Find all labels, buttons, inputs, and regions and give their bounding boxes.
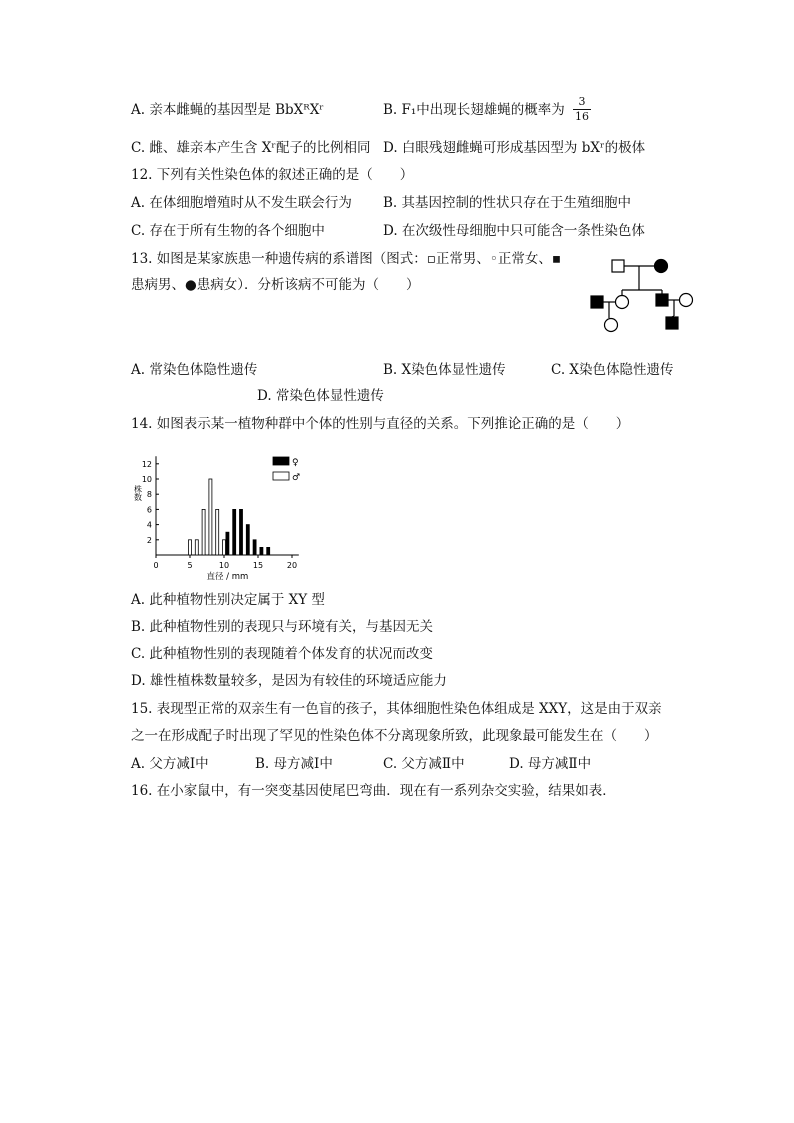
fraction bbox=[573, 96, 591, 123]
q12-option-c: C. 存在于所有生物的各个细胞中 bbox=[131, 223, 325, 239]
q11-option-b: B. F₁中出现长翅雄蝇的概率为 bbox=[383, 102, 565, 118]
fraction-numerator: 3 bbox=[578, 95, 586, 108]
q15-option-d: D. 母方减Ⅱ中 bbox=[509, 756, 592, 772]
y-tick-label: 10 bbox=[141, 475, 152, 484]
bar-male bbox=[202, 509, 205, 555]
q13-option-b: B. X染色体显性遗传 bbox=[383, 362, 506, 378]
q15-option-a: A. 父方减Ⅰ中 bbox=[131, 756, 209, 772]
legend-label: ♂ bbox=[292, 473, 301, 483]
q14-option-b: B. 此种植物性别的表现只与环境有关，与基因无关 bbox=[131, 619, 434, 635]
pedigree-diagram bbox=[585, 252, 700, 336]
x-tick-label: 10 bbox=[218, 561, 230, 570]
gen2-affected-male bbox=[591, 296, 603, 308]
bar-female bbox=[246, 525, 249, 555]
q11-option-a: A. 亲本雌蝇的基因型是 BbXᴿXʳ bbox=[131, 102, 324, 118]
x-tick-label: 20 bbox=[286, 561, 298, 570]
y-tick-label: 4 bbox=[146, 520, 152, 530]
q15-stem-line2: 之一在形成配子时出现了罕见的性染色体不分离现象所致，此现象最可能发生在（ ） bbox=[131, 728, 658, 744]
q15-option-c: C. 父方减Ⅱ中 bbox=[383, 756, 465, 772]
y-axis-label: 株数 bbox=[133, 485, 143, 501]
q14-stem: 14. 如图表示某一植物种群中个体的性别与直径的关系。下列推论正确的是（ ） bbox=[131, 416, 630, 432]
bar-male bbox=[216, 509, 219, 555]
legend-label: ♀ bbox=[292, 458, 299, 468]
x-tick-label: 0 bbox=[153, 561, 159, 570]
q16-stem: 16. 在小家鼠中，有一突变基因使尾巴弯曲．现在有一系列杂交实验，结果如表． bbox=[131, 783, 616, 799]
legend-swatch bbox=[273, 472, 289, 480]
bar-male bbox=[195, 540, 198, 555]
bar-female bbox=[233, 509, 236, 555]
bar-female bbox=[240, 509, 243, 555]
legend-swatch bbox=[273, 457, 289, 465]
bar-male bbox=[223, 540, 226, 555]
q13-option-d: D. 常染色体显性遗传 bbox=[257, 388, 384, 404]
gen2-affected-male-2 bbox=[656, 294, 668, 306]
y-tick-label: 2 bbox=[146, 535, 152, 545]
gen1-affected-female bbox=[655, 260, 668, 273]
bar-female bbox=[226, 532, 229, 555]
q14-option-c: C. 此种植物性别的表现随着个体发育的状况而改变 bbox=[131, 646, 433, 662]
q14-option-d: D. 雄性植株数量较多，是因为有较佳的环境适应能力 bbox=[131, 673, 447, 689]
y-tick-label: 6 bbox=[146, 505, 152, 515]
q12-stem: 12. 下列有关性染色体的叙述正确的是（ ） bbox=[131, 167, 414, 183]
gen2-normal-female-2 bbox=[680, 294, 693, 307]
bar-male bbox=[209, 479, 212, 555]
q11-option-c: C. 雌、雄亲本产生含 Xʳ配子的比例相同 bbox=[131, 140, 371, 156]
gen3-normal-female bbox=[605, 319, 618, 332]
x-tick-label: 5 bbox=[187, 561, 193, 570]
diameter-histogram bbox=[130, 447, 320, 582]
q13-option-a: A. 常染色体隐性遗传 bbox=[131, 362, 258, 378]
q12-option-d: D. 在次级性母细胞中只可能含一条性染色体 bbox=[383, 223, 645, 239]
q12-option-b: B. 其基因控制的性状只存在于生殖细胞中 bbox=[383, 195, 632, 211]
q13-option-c: C. X染色体隐性遗传 bbox=[551, 362, 674, 378]
bar-female bbox=[267, 547, 270, 555]
q15-option-b: B. 母方减Ⅰ中 bbox=[255, 756, 333, 772]
q12-option-a: A. 在体细胞增殖时从不发生联会行为 bbox=[131, 195, 352, 211]
gen3-affected-male bbox=[666, 317, 678, 329]
q15-stem-line1: 15. 表现型正常的双亲生有一色盲的孩子，其体细胞性染色体组成是 XXY，这是由于双亲 bbox=[131, 701, 662, 717]
bar-female bbox=[253, 540, 256, 555]
q13-stem-line2: 患病男、●患病女）．分析该病不可能为（ ） bbox=[131, 277, 420, 293]
gen2-normal-female bbox=[616, 296, 629, 309]
q14-option-a: A. 此种植物性别决定属于 XY 型 bbox=[131, 592, 325, 608]
q11-option-d: D. 白眼残翅雌蝇可形成基因型为 bXʳ的极体 bbox=[383, 140, 646, 156]
y-tick-label: 8 bbox=[146, 490, 152, 500]
x-axis-label: 直径 / mm bbox=[206, 572, 249, 582]
y-tick-label: 12 bbox=[141, 459, 152, 469]
fraction-denominator: 16 bbox=[575, 110, 589, 123]
x-tick-label: 15 bbox=[252, 561, 264, 570]
q13-stem-line1: 13. 如图是某家族患一种遗传病的系谱图（图式：▫正常男、◦正常女、▪ bbox=[131, 251, 562, 267]
bar-male bbox=[189, 540, 192, 555]
gen1-normal-male bbox=[612, 260, 624, 272]
bar-female bbox=[260, 547, 263, 555]
